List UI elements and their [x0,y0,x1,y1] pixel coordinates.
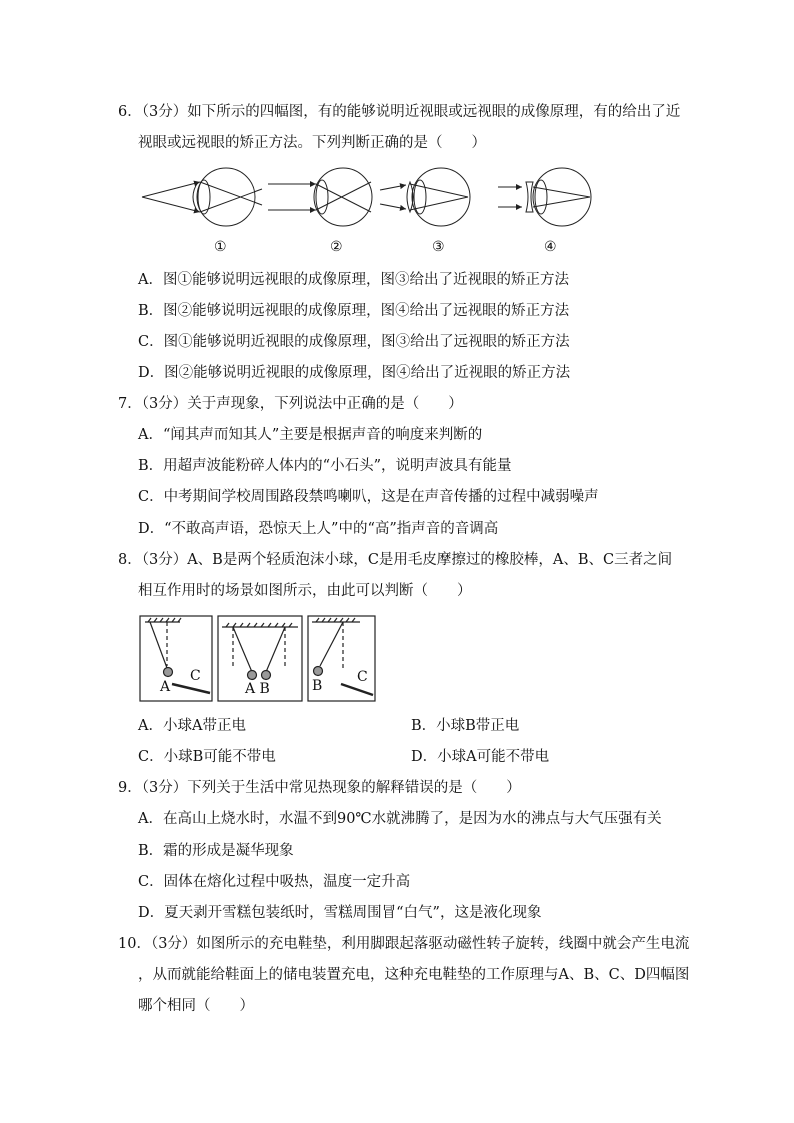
q7-option-a[interactable]: A．“闻其声而知其人”主要是根据声音的响度来判断的 [138,427,483,443]
q7-option-d[interactable]: D．“不敢高声语，恐惊天上人”中的“高”指声音的音调高 [138,521,499,537]
q9-option-d[interactable]: D．夏天剥开雪糕包装纸时，雪糕周围冒“白气”，这是液化现象 [138,905,542,921]
q6-option-d[interactable]: D．图②能够说明近视眼的成像原理，图④给出了近视眼的矫正方法 [138,365,571,381]
q10-stem-line2: ，从而就能给鞋面上的储电装置充电，这种充电鞋垫的工作原理与A、B、C、D四幅图 [138,967,690,983]
q8-option-b[interactable]: B．小球B带正电 [411,718,520,734]
q6-figure-label-3: ③ [432,239,445,255]
q8-label-rod-c-2: C [357,669,368,685]
q8-label-ball-b: B [312,678,323,694]
q6-stem-line2: 视眼或远视眼的矫正方法。下列判断正确的是（ ） [138,135,486,151]
q6-option-c[interactable]: C．图①能够说明近视眼的成像原理，图③给出了远视眼的矫正方法 [138,334,570,350]
q7-stem: 7．（3分）关于声现象，下列说法中正确的是（ ） [118,396,463,412]
q8-option-c[interactable]: C．小球B可能不带电 [138,749,276,765]
q8-option-a[interactable]: A．小球A带正电 [138,718,246,734]
q8-stem-line1: 8．（3分）A、B是两个轻质泡沫小球，C是用毛皮摩擦过的橡胶棒，A、B、C三者之间 [118,552,673,568]
q8-stem-line2: 相互作用时的场景如图所示，由此可以判断（ ） [138,583,472,599]
q9-option-a[interactable]: A．在高山上烧水时，水温不到90℃水就沸腾了，是因为水的沸点与大气压强有关 [138,811,662,827]
q6-figure-label-2: ② [330,239,343,255]
q9-stem: 9．（3分）下列关于生活中常见热现象的解释错误的是（ ） [118,780,521,796]
q6-figure-label-4: ④ [544,239,557,255]
q8-label-balls-ab: A B [245,681,270,697]
q10-stem-line3: 哪个相同（ ） [138,998,254,1014]
q8-option-d[interactable]: D．小球A可能不带电 [411,749,550,765]
q7-option-b[interactable]: B．用超声波能粉碎人体内的“小石头”，说明声波具有能量 [138,458,512,474]
q10-stem-line1: 10．（3分）如图所示的充电鞋垫，利用脚跟起落驱动磁性转子旋转，线圈中就会产生电流 [118,936,690,952]
charge-panel-1 [140,616,212,701]
q8-label-ball-a: A [160,679,171,695]
q7-option-c[interactable]: C．中考期间学校周围路段禁鸣喇叭，这是在声音传播的过程中减弱噪声 [138,489,599,505]
q6-option-b[interactable]: B．图②能够说明远视眼的成像原理，图④给出了远视眼的矫正方法 [138,303,570,319]
q9-option-c[interactable]: C．固体在熔化过程中吸热，温度一定升高 [138,874,411,890]
q8-label-rod-c-1: C [190,668,201,684]
q9-option-b[interactable]: B．霜的形成是凝华现象 [138,843,294,859]
q6-figure-label-1: ① [214,239,227,255]
q6-stem-line1: 6．（3分）如下所示的四幅图，有的能够说明近视眼或远视眼的成像原理，有的给出了近 [118,104,681,120]
q6-option-a[interactable]: A．图①能够说明远视眼的成像原理，图③给出了近视眼的矫正方法 [138,272,569,288]
